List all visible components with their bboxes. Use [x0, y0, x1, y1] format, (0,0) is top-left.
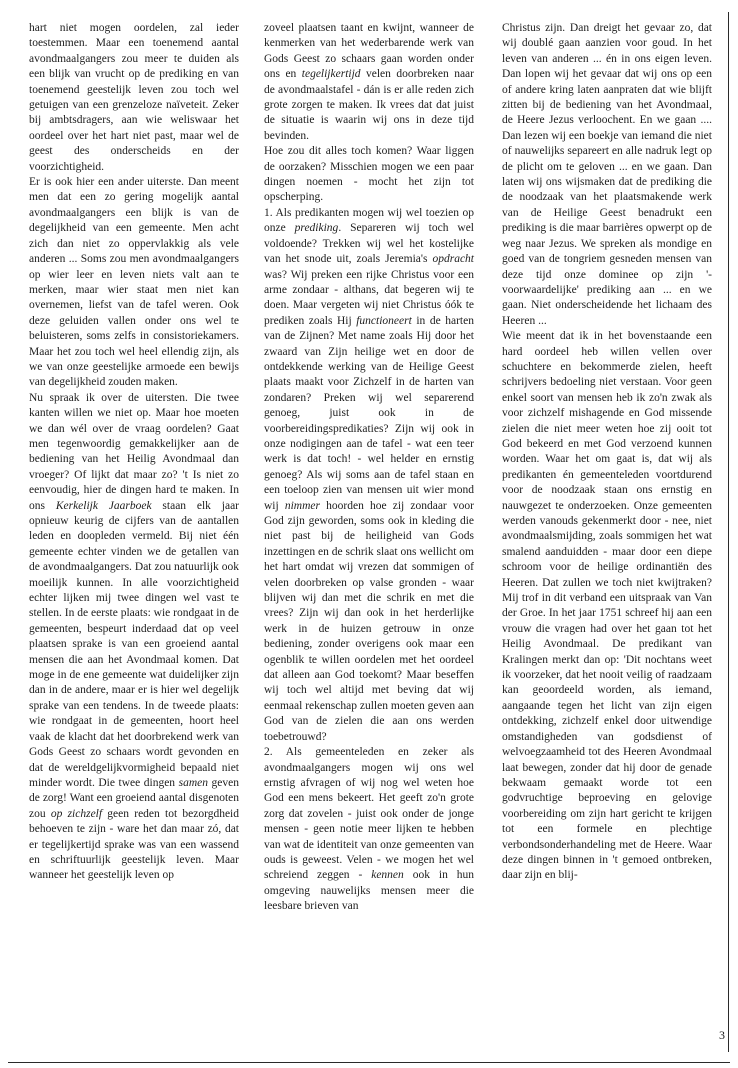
paragraph	[502, 21, 712, 329]
text-run: Wie meent dat ik in het bovenstaande een hard oordeel heb willen vellen over schuchtere en bekommerde zielen, heeft schrijvers bedoeling niet verstaan. Voor geen enkel soort van mensen heb ik zo'n zwak als voor zichzelf mishagende en God missende zielen die niet meer weten hoe zij ooit tot God bekeerd en met God verzoend kunnen worden. Waar het om gaat is, dat wij als predikanten én gemeenteleden voortdurend voor de noodzaak staan ons ernstig en nauwgezet te onderzoeken. Onze gemeenten werden vanouds gekenmerkt door - nee, niet avondmaalsmijding, zoals sommigen het wat smalend aanduidden - maar door een diepe schroom voor de heilige ordinantiën des Heeren. Dat zullen we toch niet kwijtraken? Mij trof in dit verband een uitspraak van Van der Groe. In het jaar 1751 schreef hij aan een vrouw die vragen had over het gaan tot het Heilig Avondmaal. De predikant van Kralingen merkt dan op: 'Dit nochtans weet ik voorzeker, dat het nooit veilig of raadzaam kan geoordeeld worden, als iemand, aangaande tegen het licht van zijn eigen ontdekking, zichzelf enkel door uitwendige omstandigheden van godsdienst of welvoegzaamheid tot des Heeren Avondmaal laat bewegen, zonder dat hij door de genade bekwaam gemaakt worde tot een godvruchtige beproeving en gelovige voorbereiding om zijn hart gericht te krijgen tot een formele en plechtige verbondsonderhandeling met de Heere. Waar deze dingen binnen in 't gemoed ontbreken, daar zijn en blij-	[502, 330, 712, 882]
italic-text-run: functioneert	[356, 314, 412, 327]
paragraph	[502, 329, 712, 884]
paragraph	[29, 391, 239, 884]
text-run: 1. Als predikanten mogen wij wel toezien op onze	[264, 206, 474, 235]
page-edge-horizontal-rule	[8, 1062, 730, 1063]
italic-text-run: prediking	[294, 222, 339, 235]
italic-text-run: nimmer	[284, 499, 320, 512]
text-run: hart niet mogen oordelen, zal ieder toestemmen. Maar een toenemend aantal avondmaalgangers zou meer te duiden als een blijk van vrucht op de prediking en van toenemend geestelijk leven zou toch wel getuigen van een grenzeloze naïveteit. Zeker bij ambtsdragers, aan wie weliswaar het oordeel over het hart niet past, maar wel de geest des onderscheids en der voorzichtigheid.	[29, 22, 239, 173]
page-edge-vertical-rule	[728, 12, 729, 1052]
text-run: was? Wij preken een rijke Christus voor een arme zondaar - althans, dat begeren wij te doen. Maar vergeten wij niet Christus óók te prediken zoals Hij	[264, 268, 474, 327]
paragraph	[264, 21, 474, 144]
text-run: zoveel plaatsen taant en kwijnt, wanneer de kenmerken van het wederbarende werk van Gods Geest zo schaars gaan worden onder ons en	[264, 22, 474, 81]
italic-text-run: samen	[178, 776, 208, 789]
text-run: in de harten van de Zijnen? Met name zoals Hij door het zwaard van Zijn heilige wet en door de ontdekkende werking van de Heilige Geest plaats maakt voor Zichzelf in de harten van zondaren? Preken wij wel separerend genoeg, juist ook in de voorbereidingspredikaties? Zijn wij ook in onze nodigingen aan de tafel - wat een teer werk is dat toch! - wel helder en ernstig genoeg? Als wij soms aan de tafel staan en een toeloop zien van mensen uit wier mond wij	[264, 314, 474, 512]
paragraph	[264, 144, 474, 206]
text-run: Hoe zou dit alles toch komen? Waar liggen de oorzaken? Misschien mogen we een paar dingen noemen - mocht het zijn tot opscherping.	[264, 145, 474, 204]
text-run: Nu spraak ik over de uitersten. Die twee kanten willen we niet op. Maar hoe moeten we dan wél over de vraag oordelen? Gaat men tegenwoordig gemakkelijker aan de bediening van het Heilig Avondmaal dan vroeger? Of lijkt dat maar zo? 't Is niet zo eenvoudig, hier de dingen hard te maken. In ons	[29, 391, 239, 512]
paragraph	[264, 206, 474, 745]
text-run: hoorden hoe zij zondaar voor God zijn geworden, soms ook in kleding die niet past bij de heiligheid van Gods inzettingen en de schrik slaat ons wellicht om het hart omdat wij vrezen dat sommigen of velen doorbreken op valse gronden - waar blijven wij dan met die schrik en met die vrees? Zijn wij dan ook in het herderlijke werk in de huizen getrouw in onze bediening, zonder overigens ook maar een ogenblik te willen oordelen met het oordeel dat alleen aan God toekomt? Maar beseffen wij toch wel altijd met beving dat wij eenmaal rekenschap zullen moeten geven aan God van de zielen die aan ons werden toebetrouwd?	[264, 499, 474, 743]
paragraph	[29, 175, 239, 391]
text-column-3	[502, 21, 712, 884]
italic-text-run: kennen	[371, 869, 404, 882]
text-run: 2. Als gemeenteleden en zeker als avondmaalgangers mogen wij ons wel ernstig afvragen of wij nog wel weten hoe God een mens bekeert. Het geeft zo'n grote zorg dat zovelen - juist ook onder de jonge mensen - geen notie meer lijken te hebben van wat de identiteit van onze gemeenten van ouds is geweest. Velen - we mogen het wel schreiend zeggen -	[264, 746, 474, 882]
text-run: staan elk jaar opnieuw keurig de cijfers van de aantallen leden en doopleden vermeld. Bij niet één gemeente echter vinden we de getallen van de avondmaalgangers. Dat zou natuurlijk ook moeilijk kunnen. In alle voorzichtigheid echter lijken mij twee dingen wel vast te stellen. In de eerste plaats: wie rondgaat in de gemeenten, bespeurt inderdaad dat op veel plaatsen sprake is van een groeiend aantal mensen die aan het Avondmaal komen. Dat moge in de ene gemeente wat duidelijker zijn dan in de andere, maar er is hier wel degelijk sprake van een tendens. In de tweede plaats: wie rondgaat in de gemeenten, hoort heel vaak de klacht dat het doorbrekend werk van Gods Geest zo schaars wordt gevonden en dat de wereldgelijkvormigheid bepaald niet minder wordt. Die twee dingen	[29, 499, 239, 789]
text-run: . Separeren wij toch wel voldoende? Trekken wij wel het kostelijke van het snode uit, zoals Jeremia's	[264, 222, 474, 266]
italic-text-run: op zichzelf	[50, 807, 103, 820]
italic-text-run: Kerkelijk Jaarboek	[55, 499, 152, 512]
text-run: Christus zijn. Dan dreigt het gevaar zo, dat wij doublé gaan aanzien voor goud. In het leven van anderen ... én in ons eigen leven. Dan lopen wij het gevaar dat wij ons op een of andere kring laten aanpraten dat wie blijft zitten bij de bediening van het Avondmaal, de Heere Jezus verloochent. En we gaan .... Dan lezen wij een boekje van iemand die niet of nauwelijks separeert en alle nadruk legt op de plicht om te geloven ... en we gaan. Dan laten wij ons wijsmaken dat de prediking die de noodzaak van het plaatsmakende werk van de Heilige Geest benadrukt een prediking is die maar barrières opwerpt op de weg naar Jezus. We spreken als mondige en goed van de tongriem gesneden mensen van deze tijd onze dominee op zijn '-voorwaardelijke' prediking aan ... en we gaan. Niet onderscheidende het lichaam des Heeren ...	[502, 22, 712, 327]
text-column-1	[29, 21, 239, 884]
text-column-2	[264, 21, 474, 915]
text-run: geen reden tot bezorgdheid behoeven te zijn - ware het dan maar zó, dat er tegelijkertijd sprake was van een wassend en schriftuurlijk geestelijk leven. Maar wanneer het geestelijk leven op	[29, 807, 240, 882]
text-run: geven de zorg! Want een groeiend aantal disgenoten zou	[29, 776, 240, 820]
paragraph	[264, 745, 474, 914]
italic-text-run: opdracht	[432, 253, 474, 266]
italic-text-run: tegelijkertijd	[301, 68, 361, 81]
text-run: ook in hun omgeving nauwelijks mensen meer die leesbare brieven van	[264, 869, 474, 913]
text-run: velen doorbreken naar de avondmaalstafel - dán is er alle reden zich grote zorgen te maken. Ik vrees dat dat juist de situatie is waarin wij ons in deze tijd bevinden.	[264, 68, 474, 142]
page-number: 3	[719, 1028, 725, 1042]
paragraph	[29, 21, 239, 175]
text-run: Er is ook hier een ander uiterste. Dan meent men dat een zo gering mogelijk aantal avondmaalgangers een blijk is van de degelijkheid van een gemeente. Men acht zich dan niet zo oppervlakkig als vele anderen ... Soms zou men avondmaalgangers op wier leer en leven niets valt aan te merken, maar wier staat men niet kan overnemen, liefst van de tafel weren. Ook deze geluiden vallen onder ons wel te beluisteren, soms zelfs in consistoriekamers. Maar het zou toch wel heel ellendig zijn, als we van onze geestelijke armoede een bewijs van degelijkheid zouden maken.	[29, 176, 239, 389]
